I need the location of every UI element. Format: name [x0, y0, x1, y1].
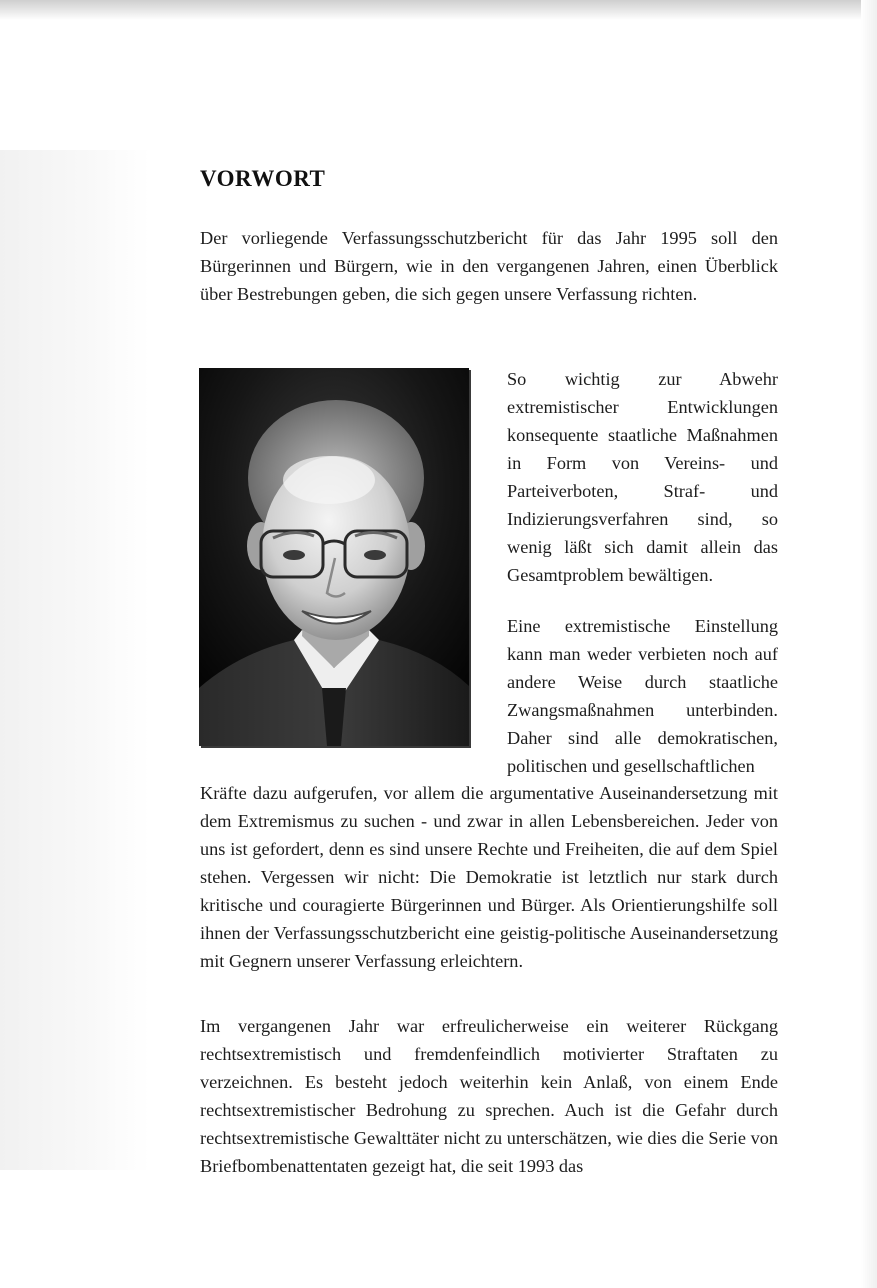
scan-top-edge: [0, 0, 877, 20]
paragraph-forces: Kräfte dazu aufgerufen, vor allem die argumentative Auseinandersetzung mit dem Extremismus zu suchen - und zwar in allen Lebensbereichen. Jeder von uns ist gefordert, denn es sind unsere Rechte und Freiheiten, die auf dem Spiel stehen. Vergessen wir nicht: Die Demokratie ist letztlich nur stark durch kritische und couragierte Bürgerinnen und Bürger. Als Orientierungshilfe soll ihnen der Verfassungsschutzbericht eine geistig-politische Auseinandersetzung mit Gegnern unserer Verfassung erleichtern.: [200, 783, 778, 971]
paragraph-attitude: Eine extremistische Einstellung kann man weder verbieten noch auf andere Weise durch staatliche Zwangsmaßnahmen unterbinden. Daher sind alle demokratischen, politischen und gesellschaftlichen: [507, 616, 778, 776]
scan-left-shadow: [0, 150, 150, 1170]
scan-right-edge: [861, 0, 877, 1288]
portrait-illustration: [199, 368, 469, 746]
paragraph-measures: So wichtig zur Abwehr extremistischer Entwicklungen konsequente staatliche Maßnahmen in Form von Vereins- und Parteiverboten, Straf- und Indizierungsverfahren sind, so wenig läßt sich damit allein das Gesamtproblem bewältigen.: [507, 369, 778, 585]
paragraph-past-year: Im vergangenen Jahr war erfreulicherweise ein weiterer Rückgang rechtsextremistisch und fremdenfeindlich motivierter Straftaten zu verzeichnen. Es besteht jedoch weiterhin kein Anlaß, von einem Ende rechtsextremistischer Bedrohung zu sprechen. Auch ist die Gefahr durch rechtsextremistische Gewalttäter nicht zu unterschätzen, wie dies die Serie von Briefbombenattentaten gezeigt hat, die seit 1993 das: [200, 1016, 778, 1176]
paragraph-intro: Der vorliegende Verfassungsschutzbericht für das Jahr 1995 soll den Bürgerinnen und Bürgern, wie in den vergangenen Jahren, einen Überblick über Bestrebungen geben, die sich gegen unsere Verfassung richten.: [200, 228, 778, 304]
author-portrait-photo: [199, 368, 469, 746]
page-title: VORWORT: [200, 166, 326, 191]
